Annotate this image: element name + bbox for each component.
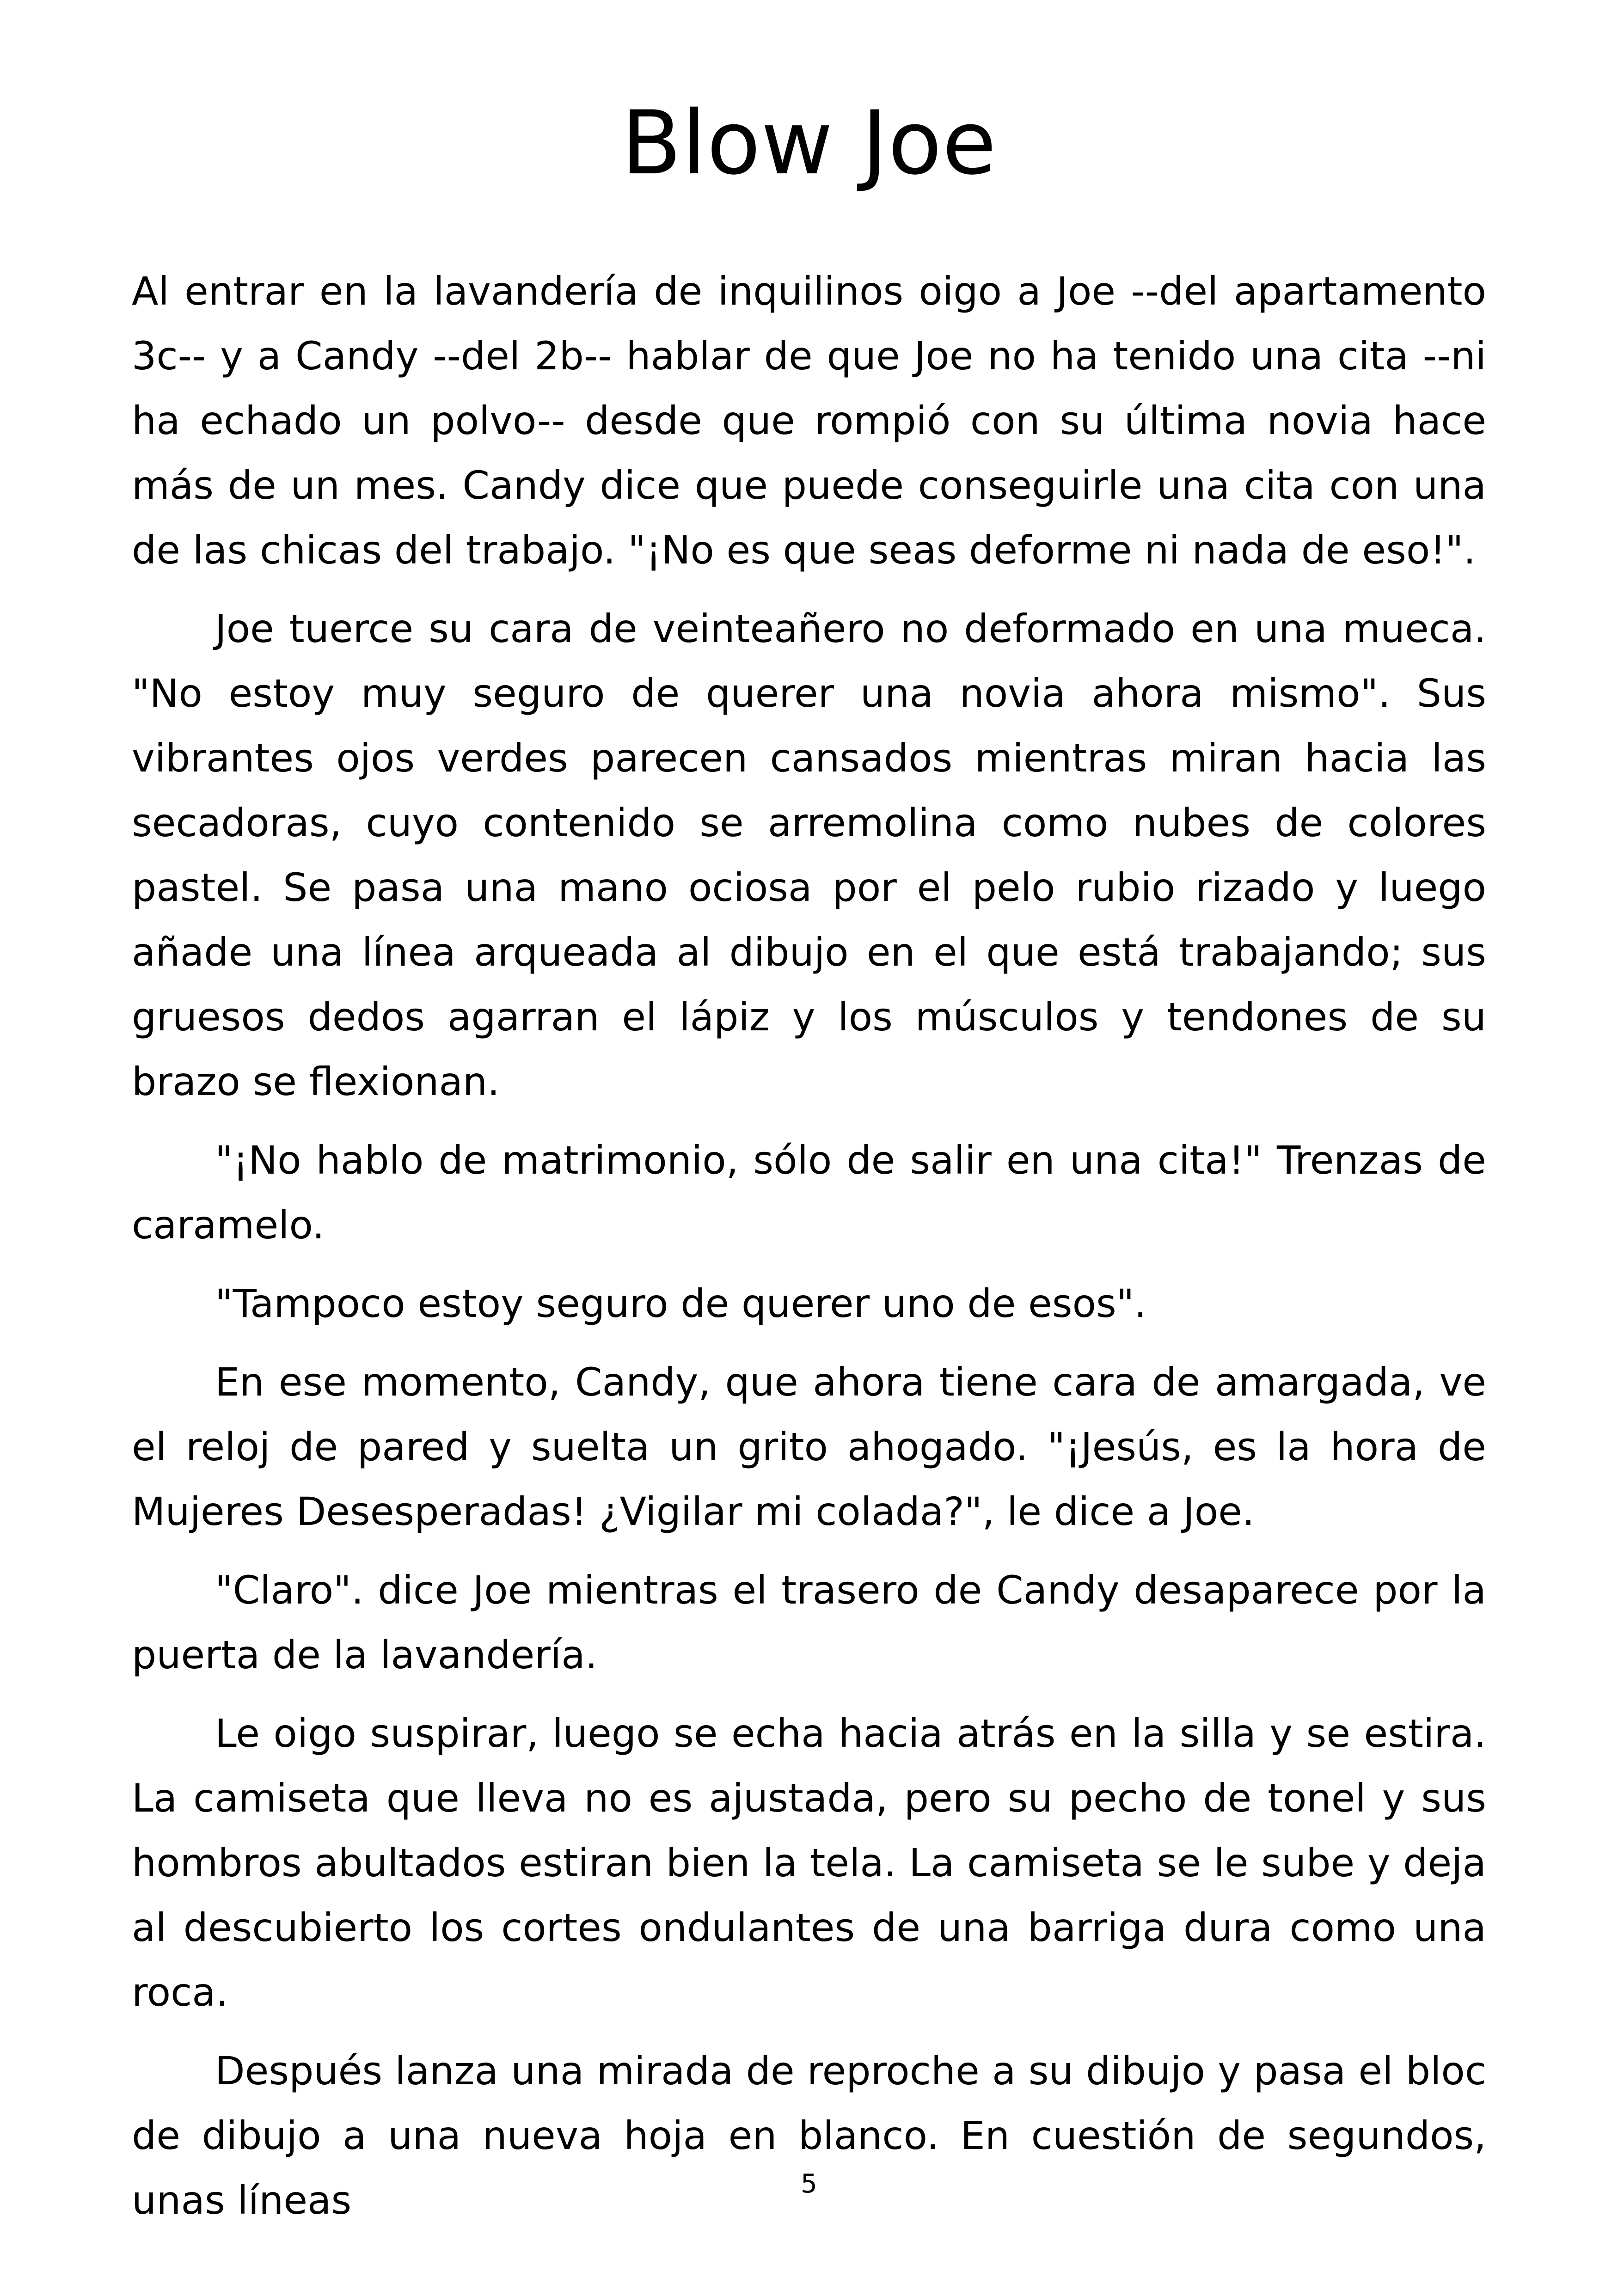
story-body	[132, 259, 1486, 2247]
page-number: 5	[801, 2169, 817, 2199]
paragraph: "Tampoco estoy seguro de querer uno de esos".	[215, 1281, 1147, 1326]
paragraph: Joe tuerce su cara de veinteañero no deformado en una mueca. "No estoy muy seguro de querer una novia ahora mismo". Sus vibrantes ojos verdes parecen cansados mientras miran hacia las secadoras, cuyo contenido se arremolina como nubes de colores pastel. Se pasa una mano ociosa por el pelo rubio rizado y luego añade una línea arqueada al dibujo en el que está trabajando; sus gruesos dedos agarran el lápiz y los músculos y tendones de su brazo se flexionan.	[132, 606, 1486, 1104]
paragraph: "¡No hablo de matrimonio, sólo de salir en una cita!" Trenzas de caramelo.	[132, 1138, 1486, 1248]
page-title: Blow Joe	[621, 92, 997, 194]
paragraph: En ese momento, Candy, que ahora tiene cara de amargada, ve el reloj de pared y suelta un grito ahogado. "¡Jesús, es la hora de Mujeres Desesperadas! ¿Vigilar mi colada?", le dice a Joe.	[132, 1359, 1486, 1534]
paragraph: Le oigo suspirar, luego se echa hacia atrás en la silla y se estira. La camiseta que lleva no es ajustada, pero su pecho de tonel y sus hombros abultados estiran bien la tela. La camiseta se le sube y deja al descubierto los cortes ondulantes de una barriga dura como una roca.	[132, 1711, 1486, 2015]
paragraph: Al entrar en la lavandería de inquilinos oigo a Joe --del apartamento 3c-- y a Candy --del 2b-- hablar de que Joe no ha tenido una cita --ni ha echado un polvo-- desde que rompió con su última novia hace más de un mes. Candy dice que puede conseguirle una cita con una de las chicas del trabajo. "¡No es que seas deforme ni nada de eso!".	[132, 269, 1486, 573]
paragraph: Después lanza una mirada de reproche a su dibujo y pasa el bloc de dibujo a una nueva hoja en blanco. En cuestión de segundos, unas líneas	[132, 2048, 1486, 2223]
paragraph: "Claro". dice Joe mientras el trasero de Candy desaparece por la puerta de la lavandería.	[132, 1567, 1486, 1678]
